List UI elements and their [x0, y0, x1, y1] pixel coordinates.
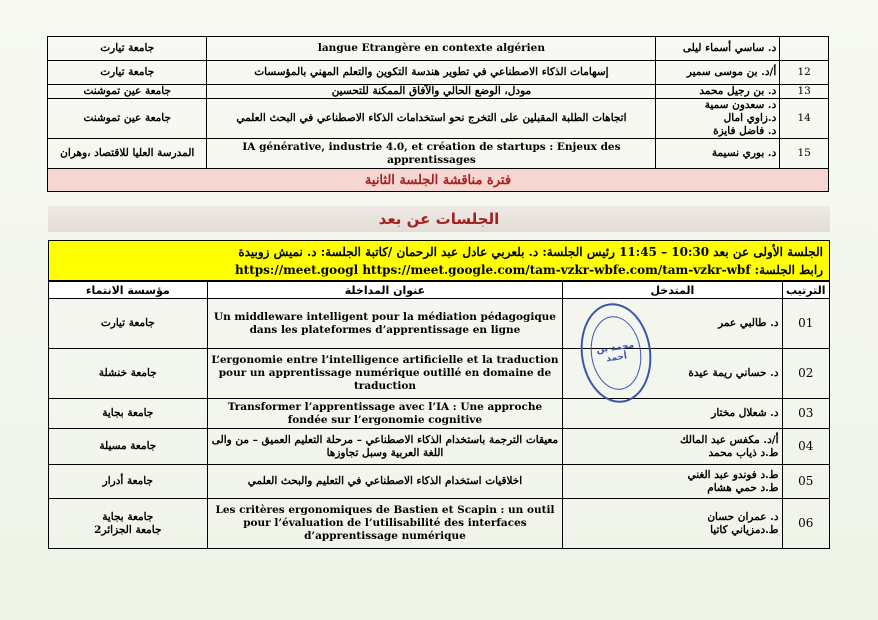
remote-session-header	[48, 240, 830, 281]
session-meet-link[interactable]: https://meet.googl https://meet.google.com/tam-vzkr-wbfe.com/tam-vzkr-wbf	[234, 263, 751, 277]
stamp-text: محمد بن أحمد	[595, 340, 635, 365]
speaker-name: د. فاضل فايزة	[713, 125, 777, 137]
speaker-cell	[656, 99, 780, 139]
institution-cell	[49, 429, 208, 465]
institution: جامعة مسيلة	[99, 440, 157, 452]
speaker-name: أ/د. بن موسى سمير	[686, 66, 777, 78]
speaker-cell	[563, 465, 782, 499]
institution: المدرسة العليا للاقتصاد ،وهران	[48, 139, 207, 169]
header-order: الترتيب	[782, 282, 829, 299]
speaker-name: د. شعلال مختار	[711, 407, 779, 419]
institution-cell	[49, 299, 208, 349]
institution: جامعة تيارت	[48, 37, 207, 61]
header-title: عنوان المداخلة	[207, 282, 563, 299]
speaker-cell	[656, 37, 780, 61]
speaker-cell	[656, 61, 780, 85]
speaker-name: أ/د. مكفس عبد المالك	[679, 433, 779, 446]
institution: جامعة بجاية	[102, 407, 154, 419]
talk-title: langue Etrangère en contexte algérien	[207, 37, 656, 61]
header-speaker: المتدخل	[563, 282, 782, 299]
institution-cell	[49, 499, 208, 549]
table-row	[49, 429, 830, 465]
speaker-name: د. ساسي أسماء ليلى	[682, 42, 777, 54]
remote-sessions-banner: الجلسات عن بعد	[48, 206, 830, 232]
session-link-label: رابط الجلسة:	[754, 263, 823, 277]
speaker-cell	[656, 85, 780, 99]
institution: جامعة عين تموشنت	[48, 99, 207, 139]
discussion-row	[48, 169, 829, 192]
institution-cell	[49, 349, 208, 399]
row-number: 05	[782, 465, 829, 499]
speaker-name: د. بوري نسيمة	[711, 147, 777, 159]
session-chair-line: الجلسة الأولى عن بعد 10:30 – 11:45 رئيس الجلسة: د. بلعربي عادل عبد الرحمان /كاتبة الجلسة: د. نميش زوبيدة	[238, 245, 823, 259]
row-number: 13	[780, 85, 829, 99]
session-two-table	[47, 36, 829, 192]
speaker-name: ط.د فوندو عبد الغني	[687, 468, 779, 481]
speaker-name: د. طالبي عمر	[718, 317, 779, 329]
row-number	[780, 37, 829, 61]
row-number: 14	[780, 99, 829, 139]
row-number: 01	[782, 299, 829, 349]
stamp-inner	[586, 313, 646, 393]
talk-title: Transformer l’apprentissage avec l’IA : Une approche fondée sur l’ergonomie cognitive	[207, 399, 563, 429]
row-number: 02	[782, 349, 829, 399]
talk-title: اتجاهات الطلبة المقبلين على التخرج نحو استخدامات الذكاء الاصطناعي في البحث العلمي	[207, 99, 656, 139]
speaker-name: ط.د ذياب محمد	[708, 446, 779, 459]
talk-title: Un middleware intelligent pour la médiation pédagogique dans les plateformes d’apprentissage en ligne	[207, 299, 563, 349]
remote-session-table	[48, 281, 830, 549]
table-row	[48, 37, 829, 61]
institution: جامعة الجزائر2	[94, 523, 162, 536]
table-row	[48, 139, 829, 169]
table-row	[49, 349, 830, 399]
speaker-cell	[563, 429, 782, 465]
institution-cell	[49, 465, 208, 499]
table-row	[48, 99, 829, 139]
row-number: 04	[782, 429, 829, 465]
table-row	[49, 399, 830, 429]
speaker-name: ط.دمزياني كاتيا	[710, 523, 779, 536]
talk-title: IA générative, industrie 4.0, et création de startups : Enjeux des apprentissages	[207, 139, 656, 169]
row-number: 15	[780, 139, 829, 169]
table-row	[49, 299, 830, 349]
row-number: 03	[782, 399, 829, 429]
talk-title: إسهامات الذكاء الاصطناعي في تطوير هندسة التكوين والتعلم المهني بالمؤسسات	[207, 61, 656, 85]
institution: جامعة عين تموشنت	[48, 85, 207, 99]
row-number: 12	[780, 61, 829, 85]
speaker-name: د.زاوي امال	[723, 112, 777, 124]
talk-title: اخلاقيات استخدام الذكاء الاصطناعي في التعليم والبحث العلمي	[207, 465, 563, 499]
speaker-cell	[563, 499, 782, 549]
speaker-name: ط.د حمي هشام	[707, 481, 779, 494]
talk-title: L’ergonomie entre l’intelligence artificielle et la traduction pour un apprentissage numérique outillé en domaine de traduction	[207, 349, 563, 399]
header-institution: مؤسسة الانتماء	[49, 282, 208, 299]
speaker-name: د. حساني ريمة عيدة	[688, 367, 779, 379]
speaker-name: د. سعدون سمية	[704, 99, 777, 111]
table-row	[49, 465, 830, 499]
talk-title: معيقات الترجمة باستخدام الذكاء الاصطناعي – مرحلة التعليم العميق – من والى اللغة العربية وسبل تجاوزها	[207, 429, 563, 465]
row-number: 06	[782, 499, 829, 549]
table-row	[49, 499, 830, 549]
discussion-label: فترة مناقشة الجلسة الثانية	[48, 169, 829, 192]
speaker-cell	[563, 399, 782, 429]
table-row	[48, 85, 829, 99]
speaker-cell	[656, 139, 780, 169]
institution-cell	[49, 399, 208, 429]
talk-title: Les critères ergonomiques de Bastien et Scapin : un outil pour l’évaluation de l’utilisabilité des interfaces d’apprentissage numérique	[207, 499, 563, 549]
institution: جامعة تيارت	[100, 317, 155, 329]
institution: جامعة أدرار	[102, 475, 153, 487]
institution: جامعة خنشلة	[98, 367, 157, 379]
speaker-name: د. عمران حسان	[707, 510, 779, 523]
institution: جامعة بجاية	[102, 510, 154, 523]
table-row	[48, 61, 829, 85]
institution: جامعة تيارت	[48, 61, 207, 85]
speaker-name: د. بن رجيل محمد	[699, 85, 777, 97]
table-header-row	[49, 282, 830, 299]
session-link-line	[55, 261, 823, 279]
talk-title: مودل، الوضع الحالي والآفاق الممكنة للتحسين	[207, 85, 656, 99]
